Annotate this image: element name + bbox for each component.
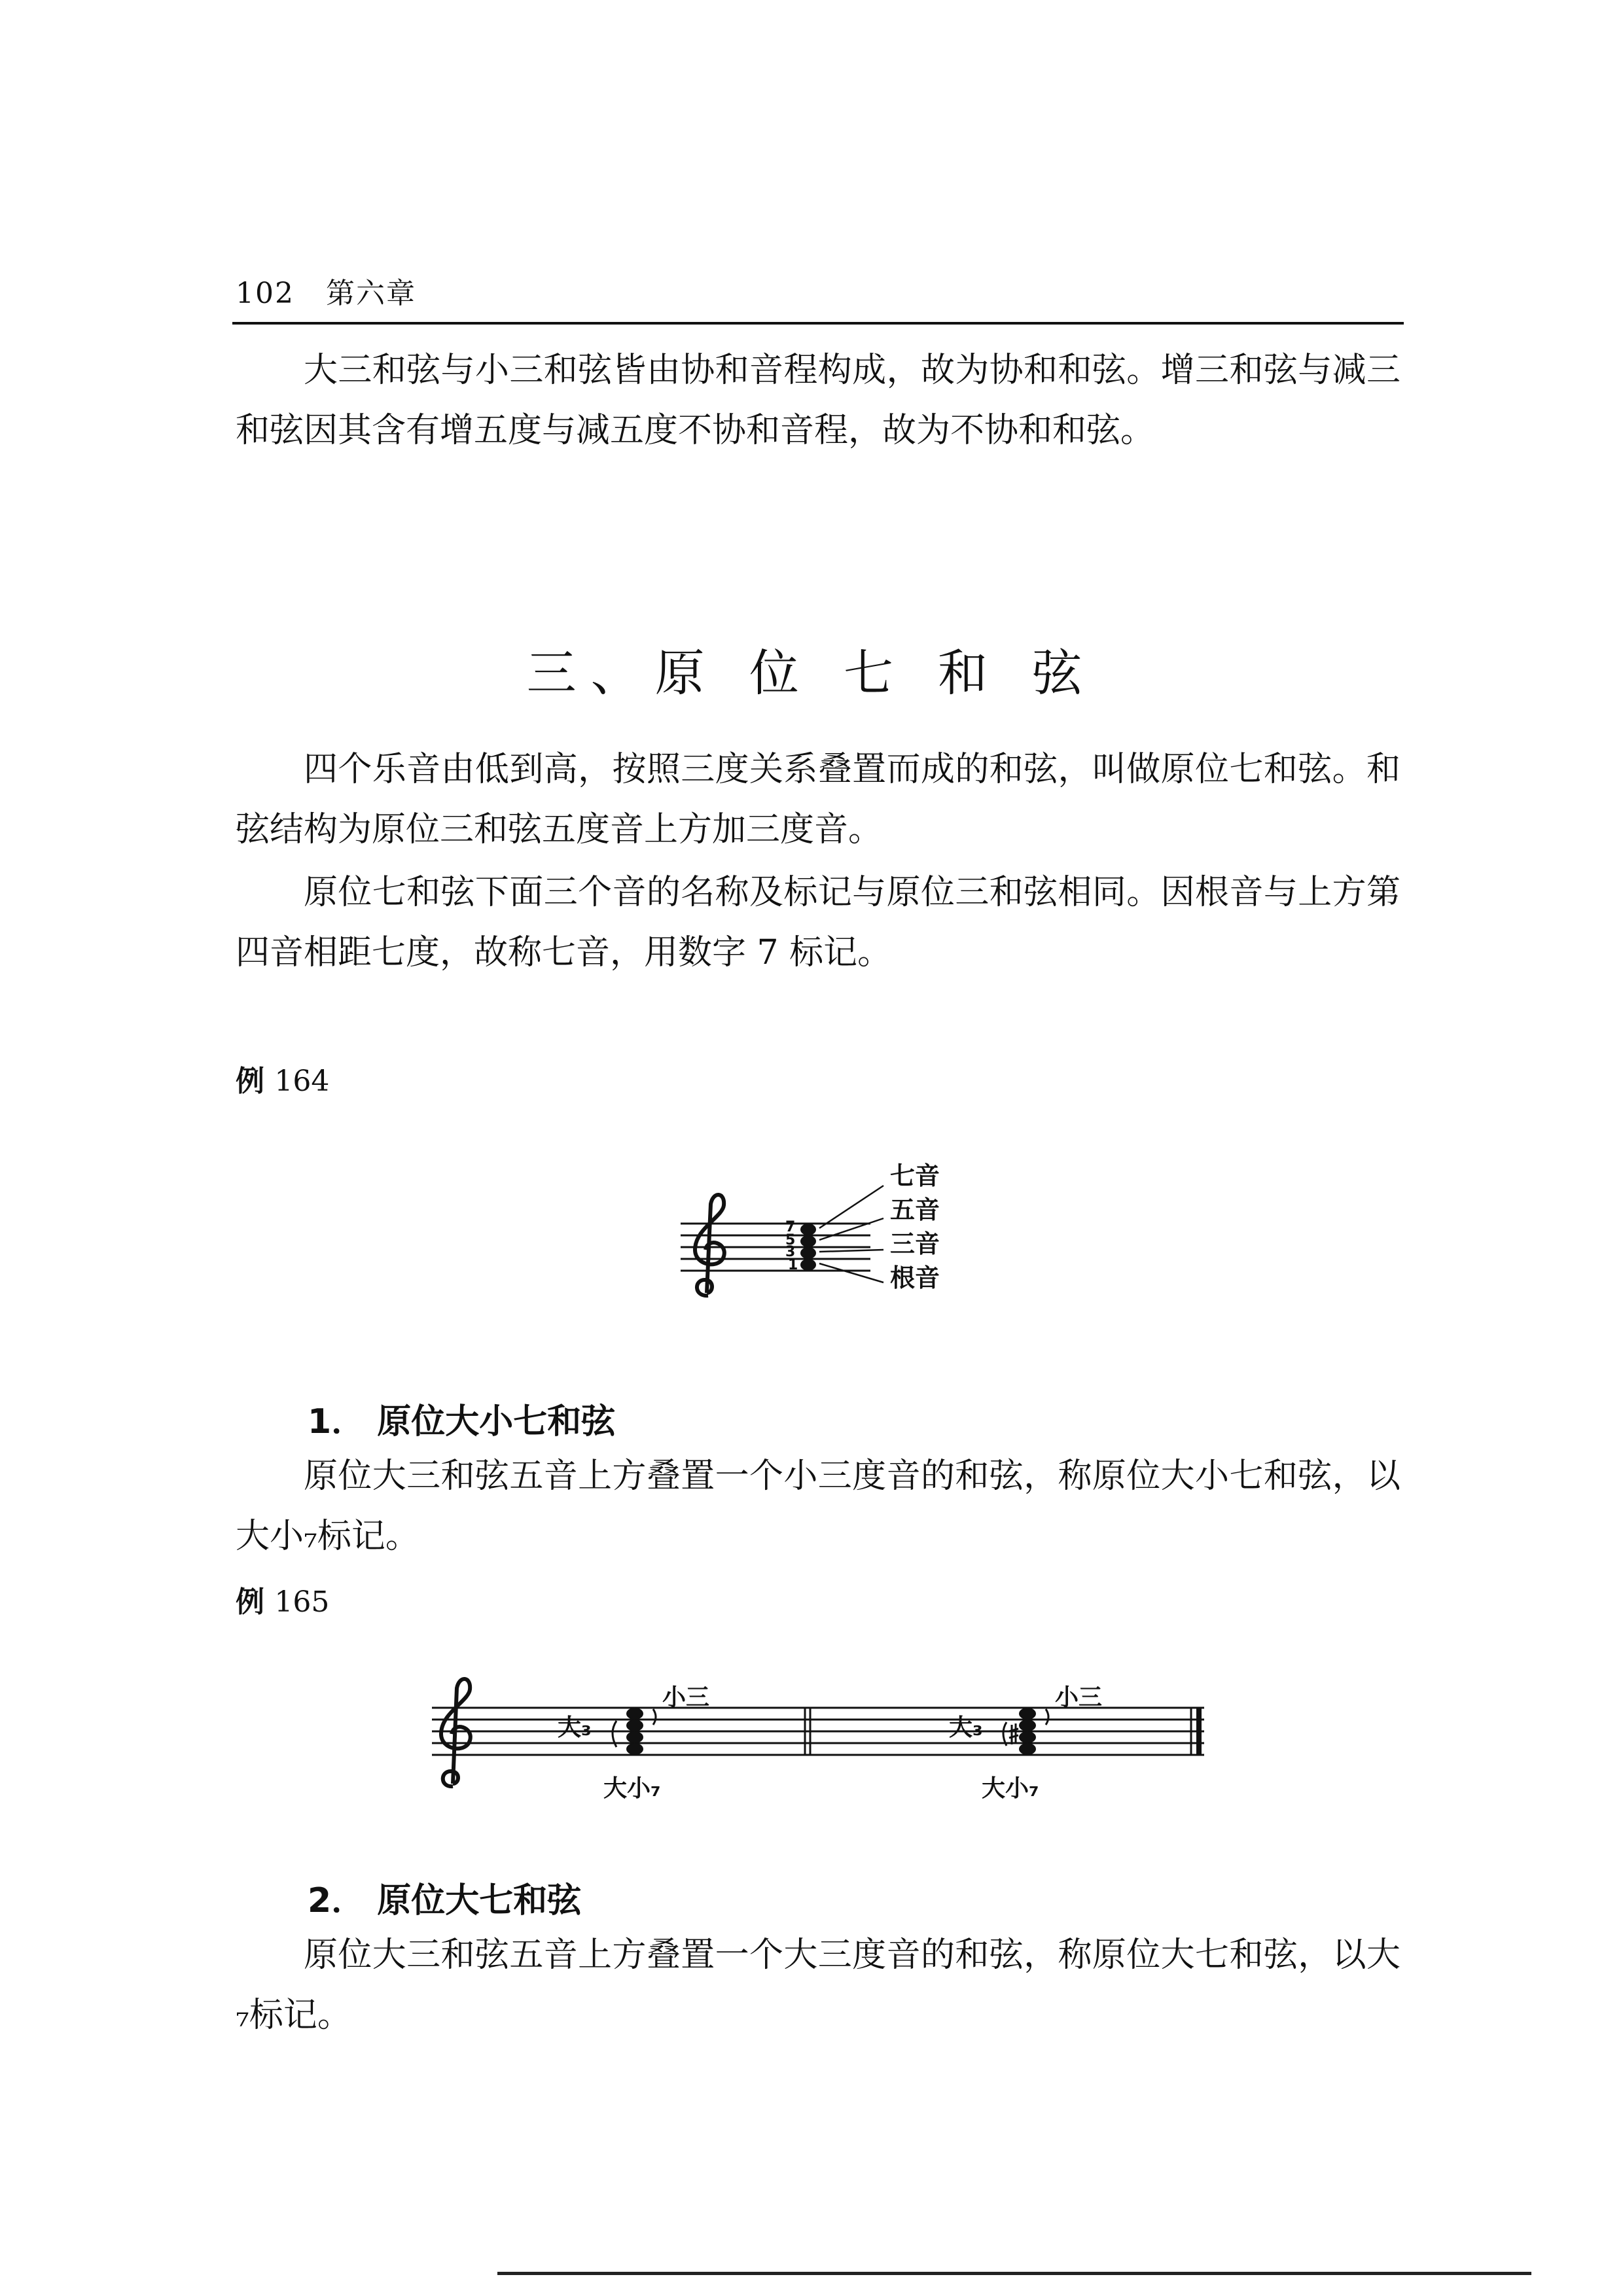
- example-prefix: 例: [236, 1065, 264, 1098]
- minor-third-label-2: 小三: [1055, 1684, 1103, 1711]
- figure-7: 7: [785, 1219, 796, 1235]
- paragraph-major-seventh: 原位大三和弦五音上方叠置一个大三度音的和弦，称原位大七和弦，以大₇标记。: [236, 1935, 1400, 2035]
- label-root: 根音: [890, 1263, 940, 1292]
- sharp-icon: [1009, 1723, 1018, 1744]
- chord-name-1: 大小₇: [603, 1775, 661, 1802]
- page-header: [236, 270, 448, 311]
- chord-name-2: 大小₇: [982, 1775, 1039, 1802]
- example-165-notation: [419, 1662, 1217, 1812]
- figure-5: 5: [785, 1232, 796, 1248]
- bottom-rule: [497, 2272, 1531, 2275]
- example-number: 164: [274, 1065, 330, 1098]
- paragraph-major-minor-seventh: 原位大三和弦五音上方叠置一个小三度音的和弦，称原位大小七和弦，以大小₇标记。: [236, 1457, 1400, 1556]
- triad-label-1: 大₃: [558, 1714, 592, 1741]
- subsection-2-title: 2． 原位大七和弦: [308, 1881, 582, 1920]
- staff-lines: [432, 1708, 1204, 1755]
- paragraph-consonance: 大三和弦与小三和弦皆由协和音程构成，故为协和和弦。增三和弦与减三和弦因其含有增五度与减五度不协和音程，故为不协和和弦。: [236, 351, 1400, 450]
- example-164-label: [236, 1057, 329, 1099]
- example-164-notation: [668, 1145, 995, 1315]
- triad-label-2: 大₃: [949, 1714, 983, 1741]
- example-165-label: [236, 1578, 329, 1620]
- example-number: 165: [274, 1585, 330, 1619]
- chapter-title: 第六章: [325, 277, 416, 310]
- treble-clef-icon: [695, 1195, 724, 1296]
- minor-third-label-1: 小三: [662, 1684, 710, 1711]
- label-fifth: 五音: [890, 1195, 940, 1224]
- figure-1: 1: [788, 1257, 798, 1273]
- label-third: 三音: [890, 1229, 940, 1258]
- treble-clef-icon: [441, 1679, 471, 1786]
- page-number: 102: [236, 277, 294, 310]
- paragraph-naming: 原位七和弦下面三个音的名称及标记与原位三和弦相同。因根音与上方第四音相距七度，故称七音，用数字 7 标记。: [236, 873, 1400, 972]
- pointer-lines: [819, 1186, 883, 1282]
- paragraph-definition: 四个乐音由低到高，按照三度关系叠置而成的和弦，叫做原位七和弦。和弦结构为原位三和弦五度音上方加三度音。: [236, 750, 1400, 849]
- header-rule: [232, 322, 1404, 325]
- label-seventh: 七音: [890, 1161, 940, 1190]
- example-prefix: 例: [236, 1585, 264, 1619]
- section-title: 三、原 位 七 和 弦: [526, 644, 1097, 702]
- subsection-1-title: 1． 原位大小七和弦: [308, 1402, 616, 1441]
- figure-3: 3: [785, 1244, 796, 1260]
